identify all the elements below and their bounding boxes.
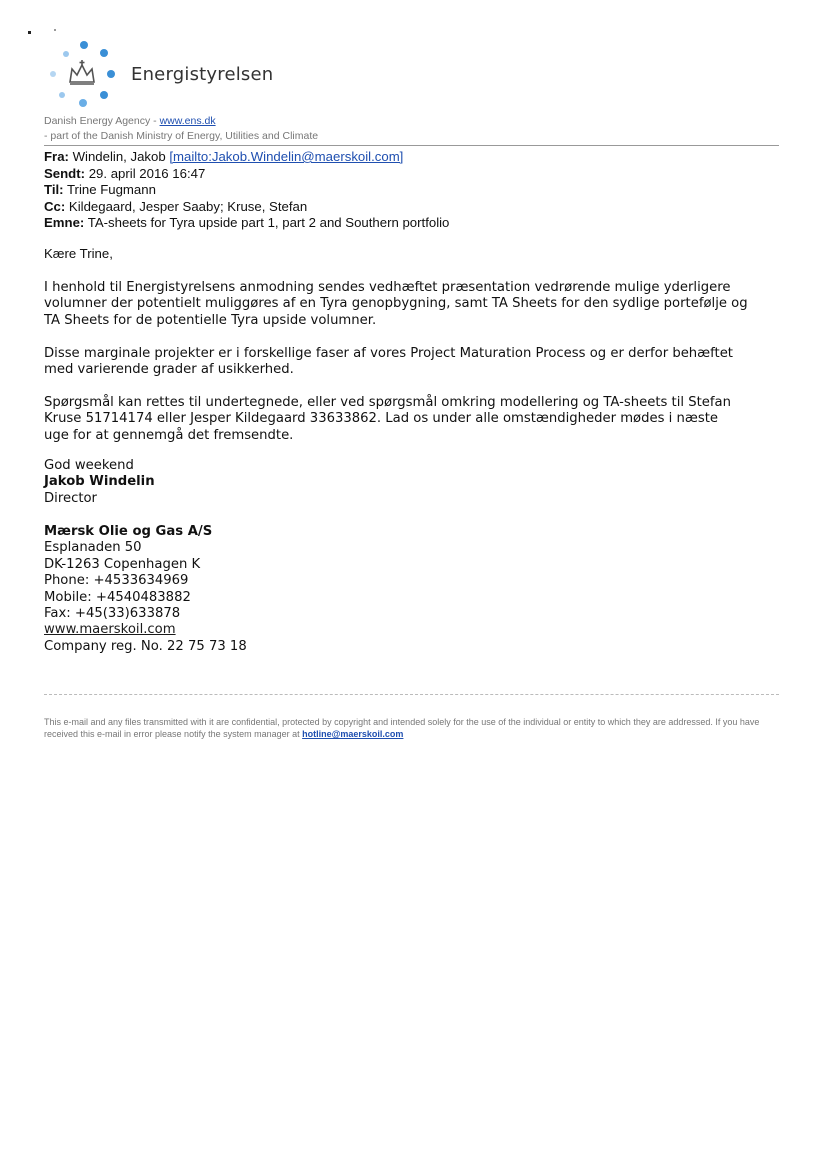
signature-company bbox=[44, 524, 247, 655]
body-paragraph-1: I henhold til Energistyrelsens anmodning sendes vedhæftet præsentation vedrørende mulige yderligere volumner der potentielt muliggøres af en Tyra genopbygning, samt TA Sheets for den sydlige portefølje og TA Sheets for de potentielle Tyra upside volumner. bbox=[44, 280, 748, 328]
fax: Fax: +45(33)633878 bbox=[44, 606, 181, 622]
subject-value: TA-sheets for Tyra upside part 1, part 2 and Southern portfolio bbox=[87, 215, 450, 231]
sent-value: 29. april 2016 16:47 bbox=[88, 165, 206, 181]
brand-name: Energistyrelsen bbox=[131, 64, 274, 85]
logo-dot bbox=[63, 51, 69, 57]
energistyrelsen-logo bbox=[44, 38, 134, 110]
signature-name: Jakob Windelin bbox=[44, 474, 155, 490]
body-paragraph-2: Disse marginale projekter er i forskellige faser af vores Project Maturation Process og er derfor behæftet med varierende grader af usikkerhed. bbox=[44, 346, 733, 378]
agency-line-1 bbox=[44, 114, 318, 129]
cc-value: Kildegaard, Jesper Saaby; Kruse, Stefan bbox=[68, 198, 308, 214]
agency-name: Danish Energy Agency - bbox=[44, 115, 160, 127]
logo-dot bbox=[107, 70, 115, 78]
agency-line-2: - part of the Danish Ministry of Energy, Utilities and Climate bbox=[44, 130, 319, 142]
from-name: Windelin, Jakob bbox=[72, 149, 170, 164]
phone: Phone: +4533634969 bbox=[44, 573, 189, 589]
company-website-link[interactable]: www.maerskoil.com bbox=[44, 622, 176, 638]
agency-info bbox=[44, 114, 318, 144]
sent-row: Sendt: 29. april 2016 16:47 bbox=[44, 165, 206, 181]
agency-website-link[interactable]: www.ens.dk bbox=[159, 115, 216, 127]
address-line-1: Esplanaden 50 bbox=[44, 540, 142, 556]
cc-row: Cc: Kildegaard, Jesper Saaby; Kruse, Stefan bbox=[44, 198, 308, 214]
scan-speck bbox=[54, 29, 56, 31]
disclaimer-email-link[interactable]: hotline@maerskoil.com bbox=[302, 729, 404, 739]
from-mailto-link[interactable]: [mailto:Jakob.Windelin@maerskoil.com] bbox=[169, 149, 404, 164]
logo-dot bbox=[80, 41, 88, 49]
body-paragraph-3: Spørgsmål kan rettes til undertegnede, eller ved spørgsmål omkring modellering og TA-sheets til Stefan Kruse 51714174 eller Jesper Kildegaard 33633862. Lad os under alle omstændigheder mødes i næste uge for at gennemgå det fremsendte. bbox=[44, 395, 731, 443]
company-name: Mærsk Olie og Gas A/S bbox=[44, 524, 213, 539]
from-row: Fra: Windelin, Jakob [mailto:Jakob.Windelin@maerskoil.com] bbox=[44, 149, 404, 164]
company-reg: Company reg. No. 22 75 73 18 bbox=[44, 638, 247, 654]
mobile: Mobile: +4540483882 bbox=[44, 589, 191, 605]
scan-speck bbox=[28, 31, 31, 34]
subject-row: Emne: TA-sheets for Tyra upside part 1, part 2 and Southern portfolio bbox=[44, 215, 450, 231]
logo-dot bbox=[79, 99, 87, 107]
logo-dot bbox=[100, 49, 108, 57]
logo-dot bbox=[59, 92, 65, 98]
to-value: Trine Fugmann bbox=[66, 182, 156, 198]
logo-dot bbox=[50, 71, 56, 77]
address-line-2: DK-1263 Copenhagen K bbox=[44, 556, 201, 572]
to-row: Til: Trine Fugmann bbox=[44, 182, 156, 198]
company-website bbox=[44, 622, 247, 638]
greeting: Kære Trine, bbox=[44, 246, 113, 261]
closing: God weekend bbox=[44, 458, 134, 473]
email-header bbox=[44, 149, 449, 232]
header-divider bbox=[44, 145, 779, 146]
disclaimer bbox=[44, 716, 784, 740]
disclaimer-text: This e-mail and any files transmitted with it are confidential, protected by copyright and intended solely for the use of the individual or entity to which they are addressed. If you have received this e-mail in error please notify the system manager at bbox=[44, 717, 760, 739]
signature-title: Director bbox=[44, 490, 97, 506]
footer-divider bbox=[44, 694, 779, 695]
crown-icon bbox=[70, 60, 94, 84]
signature-personal bbox=[44, 458, 155, 507]
logo-dot bbox=[100, 91, 108, 99]
